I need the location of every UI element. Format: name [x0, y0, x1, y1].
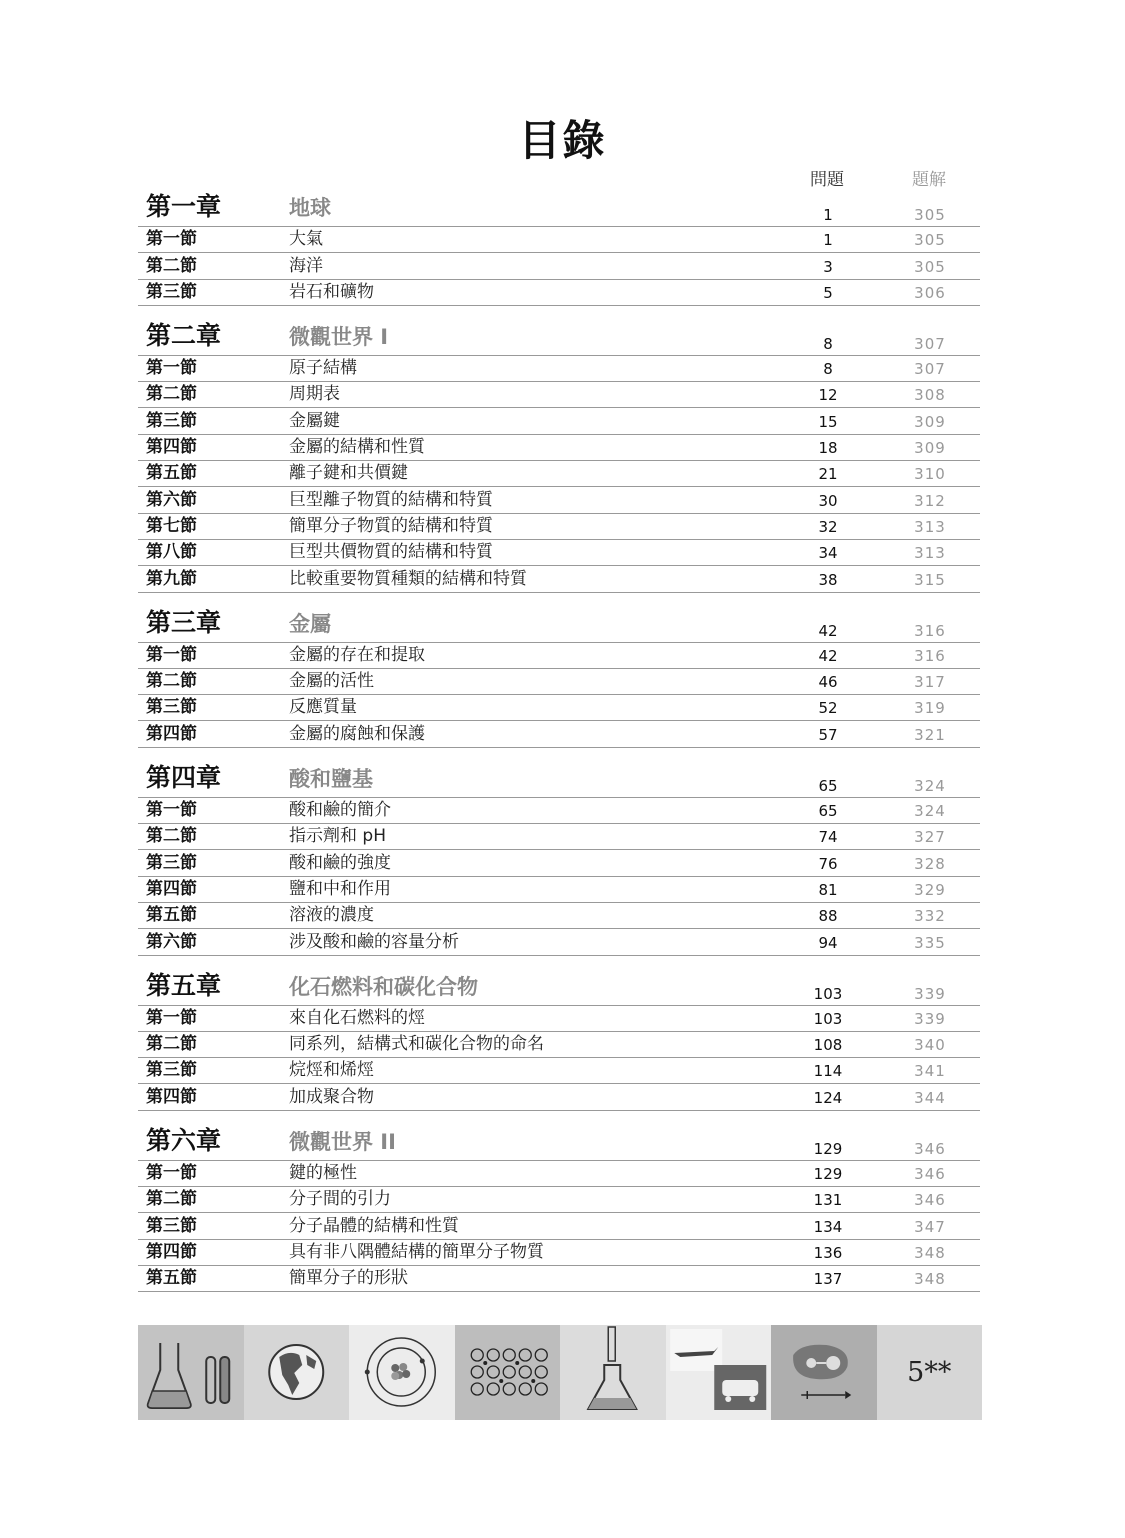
section-label: 第一節	[146, 1163, 197, 1184]
section-question-page: 18	[818, 439, 838, 458]
section-solution-page: 329	[914, 880, 946, 899]
section-row	[138, 903, 980, 929]
section-title: 簡單分子的形狀	[289, 1268, 408, 1289]
section-question-page: 76	[818, 854, 838, 873]
section-row	[138, 1006, 980, 1032]
section-label: 第二節	[146, 1034, 197, 1055]
section-label: 第一節	[146, 1007, 197, 1028]
chapter-solution-page: 346	[914, 1139, 946, 1158]
section-label: 第三節	[146, 852, 197, 873]
section-row	[138, 850, 980, 876]
section-label: 第四節	[146, 878, 197, 899]
section-solution-page: 321	[914, 725, 946, 744]
section-row	[138, 1240, 980, 1266]
chapter-solution-page: 307	[914, 334, 946, 353]
section-label: 第六節	[146, 489, 197, 510]
section-solution-page: 319	[914, 699, 946, 718]
section-title: 金屬鍵	[289, 410, 340, 431]
chapter-solution-page: 316	[914, 621, 946, 640]
chapter-row	[138, 193, 980, 227]
section-label: 第四節	[146, 437, 197, 458]
section-label: 第四節	[146, 723, 197, 744]
section-label: 第二節	[146, 255, 197, 276]
section-title: 比較重要物質種類的結構和特質	[289, 568, 527, 589]
section-title: 具有非八隅體結構的簡單分子物質	[289, 1241, 544, 1262]
section-solution-page: 307	[914, 360, 946, 379]
chapter-question-page: 65	[818, 776, 838, 795]
chapter-question-page: 129	[813, 1139, 843, 1158]
chapter-solution-page: 324	[914, 776, 946, 795]
section-solution-page: 339	[914, 1009, 946, 1028]
section-question-page: 129	[813, 1165, 843, 1184]
section-question-page: 134	[813, 1217, 843, 1236]
section-title: 溶液的濃度	[289, 905, 374, 926]
section-label: 第五節	[146, 463, 197, 484]
section-question-page: 108	[813, 1036, 843, 1055]
section-label: 第六節	[146, 931, 197, 952]
chapter-block	[138, 764, 980, 956]
section-question-page: 114	[813, 1062, 843, 1081]
section-solution-page: 310	[914, 465, 946, 484]
section-label: 第二節	[146, 384, 197, 405]
section-question-page: 42	[818, 646, 838, 665]
chapter-title: 化石燃料和碳化合物	[289, 974, 478, 999]
section-question-page: 81	[818, 880, 838, 899]
section-title: 海洋	[289, 255, 323, 276]
section-label: 第三節	[146, 697, 197, 718]
section-label: 第一節	[146, 358, 197, 379]
section-title: 巨型離子物質的結構和特質	[289, 489, 493, 510]
chapter-label: 第六章	[146, 1125, 222, 1155]
section-title: 來自化石燃料的烴	[289, 1007, 425, 1028]
chapter-row	[138, 764, 980, 798]
chapter-solution-page: 339	[914, 984, 946, 1003]
section-question-page: 136	[813, 1243, 843, 1262]
chapter-block	[138, 972, 980, 1111]
section-title: 鹽和中和作用	[289, 878, 391, 899]
chapter-row	[138, 609, 980, 643]
section-question-page: 34	[818, 544, 838, 563]
section-row	[138, 877, 980, 903]
table-of-contents	[138, 193, 980, 1308]
questions-column-header: 問題	[810, 170, 844, 190]
chapter-block	[138, 322, 980, 593]
section-question-page: 3	[823, 257, 833, 276]
section-label: 第三節	[146, 281, 197, 302]
section-title: 金屬的存在和提取	[289, 644, 425, 665]
chapter-row	[138, 322, 980, 356]
section-row	[138, 1058, 980, 1084]
section-row	[138, 487, 980, 513]
chapter-question-page: 8	[823, 334, 833, 353]
section-label: 第二節	[146, 1189, 197, 1210]
section-question-page: 5	[823, 283, 833, 302]
section-question-page: 65	[818, 802, 838, 821]
section-row	[138, 253, 980, 279]
section-row	[138, 461, 980, 487]
section-row	[138, 540, 980, 566]
section-label: 第一節	[146, 800, 197, 821]
chapter-label: 第一章	[146, 192, 222, 221]
page-title: 目錄	[518, 116, 607, 165]
section-question-page: 15	[818, 412, 838, 431]
section-row	[138, 669, 980, 695]
level-label: 5**	[907, 1357, 952, 1388]
section-question-page: 1	[823, 231, 833, 250]
section-row	[138, 1266, 980, 1292]
section-solution-page: 348	[914, 1270, 946, 1289]
chapter-block	[138, 609, 980, 748]
section-label: 第三節	[146, 1215, 197, 1236]
section-solution-page: 317	[914, 673, 946, 692]
section-question-page: 88	[818, 907, 838, 926]
chapter-title: 微觀世界 I	[289, 324, 389, 349]
section-question-page: 103	[813, 1009, 843, 1028]
section-question-page: 21	[818, 465, 838, 484]
section-question-page: 52	[818, 699, 838, 718]
section-label: 第三節	[146, 410, 197, 431]
section-title: 同系列，結構式和碳化合物的命名	[289, 1034, 544, 1055]
section-solution-page: 308	[914, 386, 946, 405]
section-label: 第五節	[146, 1268, 197, 1289]
section-row	[138, 721, 980, 747]
section-solution-page: 348	[914, 1243, 946, 1262]
section-question-page: 74	[818, 828, 838, 847]
footer-icon-strip	[138, 1325, 982, 1420]
section-title: 岩石和礦物	[289, 281, 374, 302]
section-title: 金屬的結構和性質	[289, 437, 425, 458]
section-label: 第九節	[146, 568, 197, 589]
chapter-question-page: 42	[818, 621, 838, 640]
section-row	[138, 227, 980, 253]
section-label: 第七節	[146, 515, 197, 536]
section-row	[138, 514, 980, 540]
transport-icon	[666, 1325, 772, 1420]
section-label: 第二節	[146, 671, 197, 692]
titration-flask-icon	[560, 1325, 666, 1420]
section-title: 金屬的活性	[289, 671, 374, 692]
level-badge	[877, 1325, 983, 1420]
section-solution-page: 313	[914, 544, 946, 563]
section-row	[138, 1187, 980, 1213]
atom-icon	[349, 1325, 455, 1420]
section-solution-page: 305	[914, 257, 946, 276]
section-label: 第一節	[146, 644, 197, 665]
chapter-block	[138, 1127, 980, 1292]
section-question-page: 8	[823, 360, 833, 379]
section-question-page: 131	[813, 1191, 843, 1210]
section-title: 烷烴和烯烴	[289, 1060, 374, 1081]
chapter-row	[138, 972, 980, 1006]
section-solution-page: 309	[914, 412, 946, 431]
section-row	[138, 1084, 980, 1110]
section-question-page: 94	[818, 933, 838, 952]
section-solution-page: 332	[914, 907, 946, 926]
section-solution-page: 315	[914, 570, 946, 589]
section-question-page: 137	[813, 1270, 843, 1289]
chapter-label: 第二章	[146, 320, 222, 350]
section-title: 大氣	[289, 229, 323, 250]
section-solution-page: 341	[914, 1062, 946, 1081]
section-label: 第四節	[146, 1086, 197, 1107]
section-solution-page: 344	[914, 1088, 946, 1107]
section-title: 加成聚合物	[289, 1086, 374, 1107]
section-solution-page: 305	[914, 231, 946, 250]
section-label: 第三節	[146, 1060, 197, 1081]
section-title: 酸和鹼的簡介	[289, 800, 391, 821]
section-row	[138, 643, 980, 669]
section-title: 巨型共價物質的結構和特質	[289, 542, 493, 563]
chapter-label: 第五章	[146, 970, 222, 1000]
chapter-solution-page: 305	[914, 206, 946, 224]
section-label: 第五節	[146, 905, 197, 926]
section-row	[138, 695, 980, 721]
solutions-column-header: 題解	[912, 170, 946, 190]
section-question-page: 46	[818, 673, 838, 692]
chapter-title: 微觀世界 II	[289, 1129, 396, 1154]
section-question-page: 124	[813, 1088, 843, 1107]
section-title: 酸和鹼的強度	[289, 852, 391, 873]
section-solution-page: 346	[914, 1165, 946, 1184]
section-solution-page: 346	[914, 1191, 946, 1210]
section-question-page: 30	[818, 491, 838, 510]
section-title: 離子鍵和共價鍵	[289, 463, 408, 484]
section-title: 周期表	[289, 384, 340, 405]
chapter-label: 第四章	[146, 762, 222, 792]
section-solution-page: 327	[914, 828, 946, 847]
chapter-question-page: 1	[823, 206, 833, 224]
section-label: 第四節	[146, 1241, 197, 1262]
chapter-row	[138, 1127, 980, 1161]
lab-glassware-icon	[138, 1325, 244, 1420]
section-row	[138, 1032, 980, 1058]
section-solution-page: 313	[914, 517, 946, 536]
section-row	[138, 382, 980, 408]
section-question-page: 38	[818, 570, 838, 589]
chapter-block	[138, 193, 980, 306]
section-solution-page: 328	[914, 854, 946, 873]
chapter-question-page: 103	[813, 984, 843, 1003]
section-row	[138, 824, 980, 850]
section-label: 第一節	[146, 229, 197, 250]
section-row	[138, 1161, 980, 1187]
section-title: 指示劑和 pH	[289, 826, 386, 847]
molecule-icon	[771, 1325, 877, 1420]
chapter-title: 地球	[289, 196, 331, 220]
section-solution-page: 306	[914, 283, 946, 302]
chapter-title: 酸和鹽基	[289, 766, 373, 791]
chapter-label: 第三章	[146, 607, 222, 637]
section-title: 簡單分子物質的結構和特質	[289, 515, 493, 536]
section-solution-page: 312	[914, 491, 946, 510]
section-title: 金屬的腐蝕和保護	[289, 723, 425, 744]
section-row	[138, 435, 980, 461]
section-title: 反應質量	[289, 697, 357, 718]
section-question-page: 32	[818, 517, 838, 536]
section-solution-page: 309	[914, 439, 946, 458]
section-row	[138, 1213, 980, 1239]
section-row	[138, 356, 980, 382]
section-solution-page: 316	[914, 646, 946, 665]
section-label: 第八節	[146, 542, 197, 563]
section-row	[138, 280, 980, 306]
section-solution-page: 335	[914, 933, 946, 952]
chapter-title: 金屬	[289, 611, 331, 636]
globe-icon	[244, 1325, 350, 1420]
section-row	[138, 798, 980, 824]
ion-lattice-icon	[455, 1325, 561, 1420]
section-solution-page: 347	[914, 1217, 946, 1236]
section-row	[138, 408, 980, 434]
section-title: 分子間的引力	[289, 1189, 391, 1210]
section-solution-page: 340	[914, 1036, 946, 1055]
section-row	[138, 566, 980, 592]
section-title: 涉及酸和鹼的容量分析	[289, 931, 459, 952]
section-solution-page: 324	[914, 802, 946, 821]
section-title: 原子結構	[289, 358, 357, 379]
section-row	[138, 929, 980, 955]
section-title: 鍵的極性	[289, 1163, 357, 1184]
section-title: 分子晶體的結構和性質	[289, 1215, 459, 1236]
section-question-page: 12	[818, 386, 838, 405]
section-question-page: 57	[818, 725, 838, 744]
section-label: 第二節	[146, 826, 197, 847]
